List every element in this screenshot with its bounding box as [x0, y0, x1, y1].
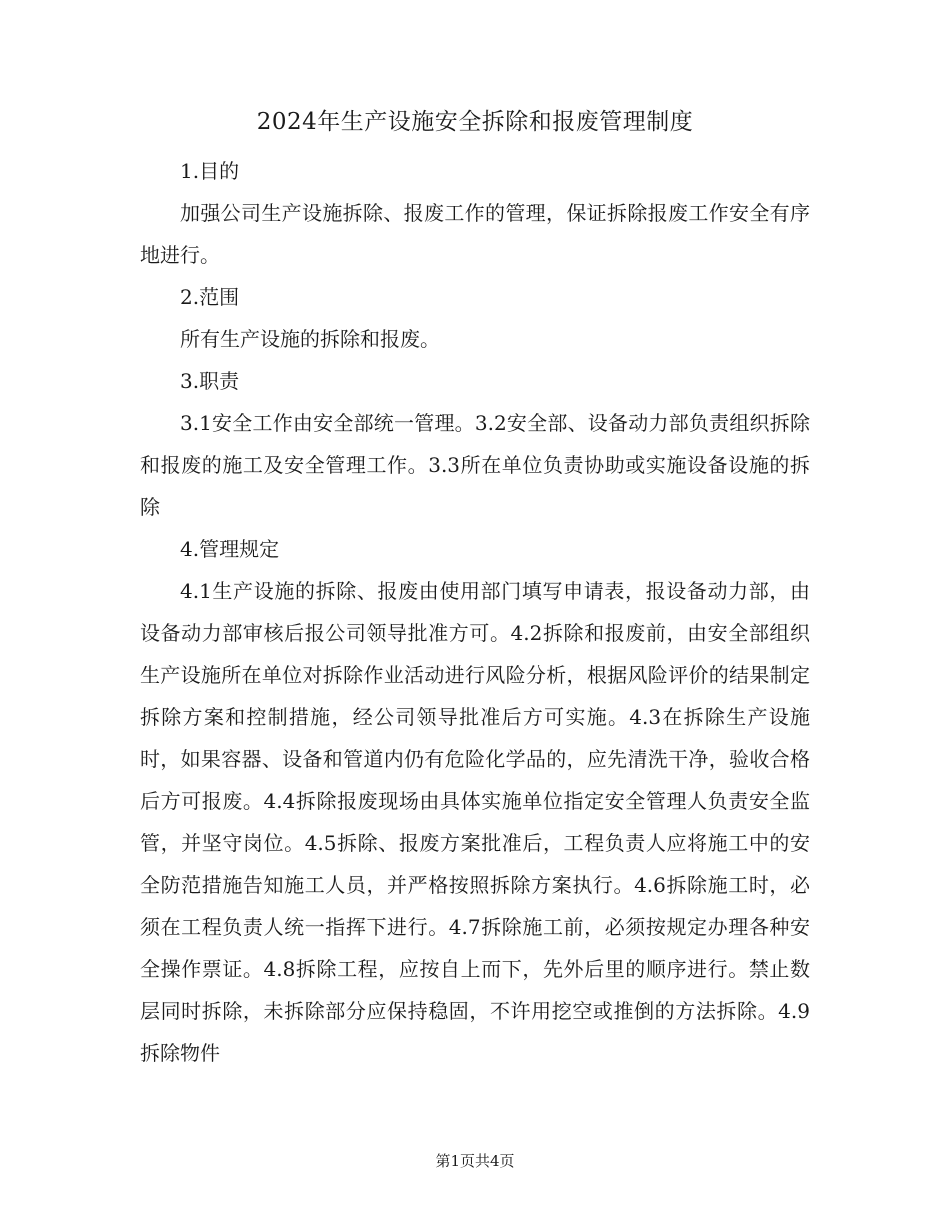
- paragraph-responsibilities: 3.1安全工作由安全部统一管理。3.2安全部、设备动力部负责组织拆除和报废的施工及安全管理工作。3.3所在单位负责协助或实施设备设施的拆除: [140, 411, 810, 519]
- section-heading-scope: 2.范围: [180, 285, 240, 309]
- paragraph-purpose: 加强公司生产设施拆除、报废工作的管理，保证拆除报废工作安全有序地进行。: [140, 201, 810, 267]
- paragraph-regulations: 4.1生产设施的拆除、报废由使用部门填写申请表，报设备动力部，由设备动力部审核后报公司领导批准方可。4.2拆除和报废前，由安全部组织生产设施所在单位对拆除作业活动进行风险分析，根据风险评价的结果制定拆除方案和控制措施，经公司领导批准后方可实施。4.3在拆除生产设施时，如果容器、设备和管道内仍有危险化学品的，应先清洗干净，验收合格后方可报废。4.4拆除报废现场由具体实施单位指定安全管理人负责安全监管，并坚守岗位。4.5拆除、报废方案批准后，工程负责人应将施工中的安全防范措施告知施工人员，并严格按照拆除方案执行。4.6拆除施工时，必须在工程负责人统一指挥下进行。4.7拆除施工前，必须按规定办理各种安全操作票证。4.8拆除工程，应按自上而下，先外后里的顺序进行。禁止数层同时拆除，未拆除部分应保持稳固，不许用挖空或推倒的方法拆除。4.9拆除物件: [140, 579, 810, 1065]
- document-body: [140, 150, 810, 1074]
- section-heading-purpose: 1.目的: [180, 159, 240, 183]
- document-title: 2024年生产设施安全拆除和报废管理制度: [256, 109, 694, 135]
- section-heading-regulations: 4.管理规定: [180, 537, 280, 561]
- section-heading-responsibilities: 3.职责: [180, 369, 240, 393]
- paragraph-scope: 所有生产设施的拆除和报废。: [180, 327, 440, 351]
- page-number-footer: 第1页共4页: [435, 1152, 515, 1170]
